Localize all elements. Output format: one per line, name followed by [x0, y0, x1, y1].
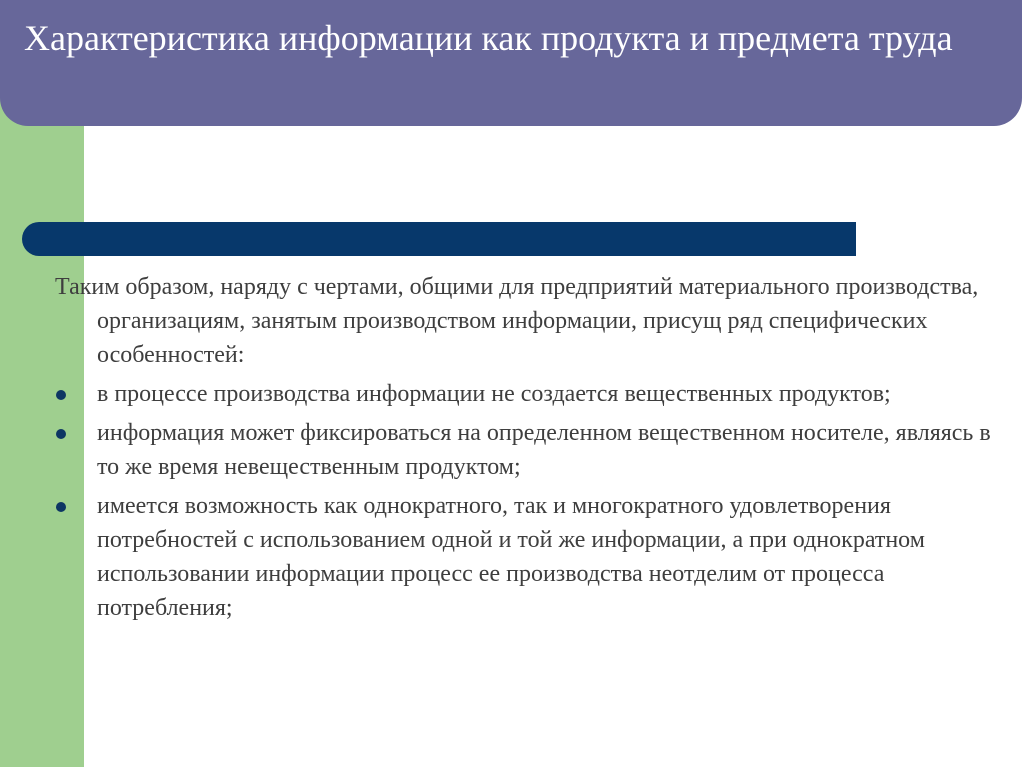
bullet-item	[55, 489, 995, 625]
bullet-item	[55, 377, 995, 411]
slide-content	[55, 270, 995, 630]
bullet-text: в процессе производства информации не создается вещественных продуктов;	[97, 381, 891, 407]
bullet-text: информация может фиксироваться на определенном вещественном носителе, являясь в то же время невещественным продуктом;	[97, 420, 991, 480]
bullet-item	[55, 416, 995, 484]
bullet-dot-icon	[56, 390, 66, 400]
divider-bar	[22, 222, 856, 256]
bullet-text: имеется возможность как однократного, так и многократного удовлетворения потребностей с использованием одной и той же информации, а при однократном использовании информации процесс ее производства неотделим от процесса потребления;	[97, 493, 925, 621]
bullet-dot-icon	[56, 502, 66, 512]
intro-paragraph: Таким образом, наряду с чертами, общими для предприятий материального производства, организациям, занятым производством информации, присущ ряд специфических особенностей:	[55, 274, 979, 368]
bullet-dot-icon	[56, 429, 66, 439]
slide-title: Характеристика информации как продукта и предмета труда	[24, 18, 953, 58]
title-bar	[0, 0, 1022, 126]
